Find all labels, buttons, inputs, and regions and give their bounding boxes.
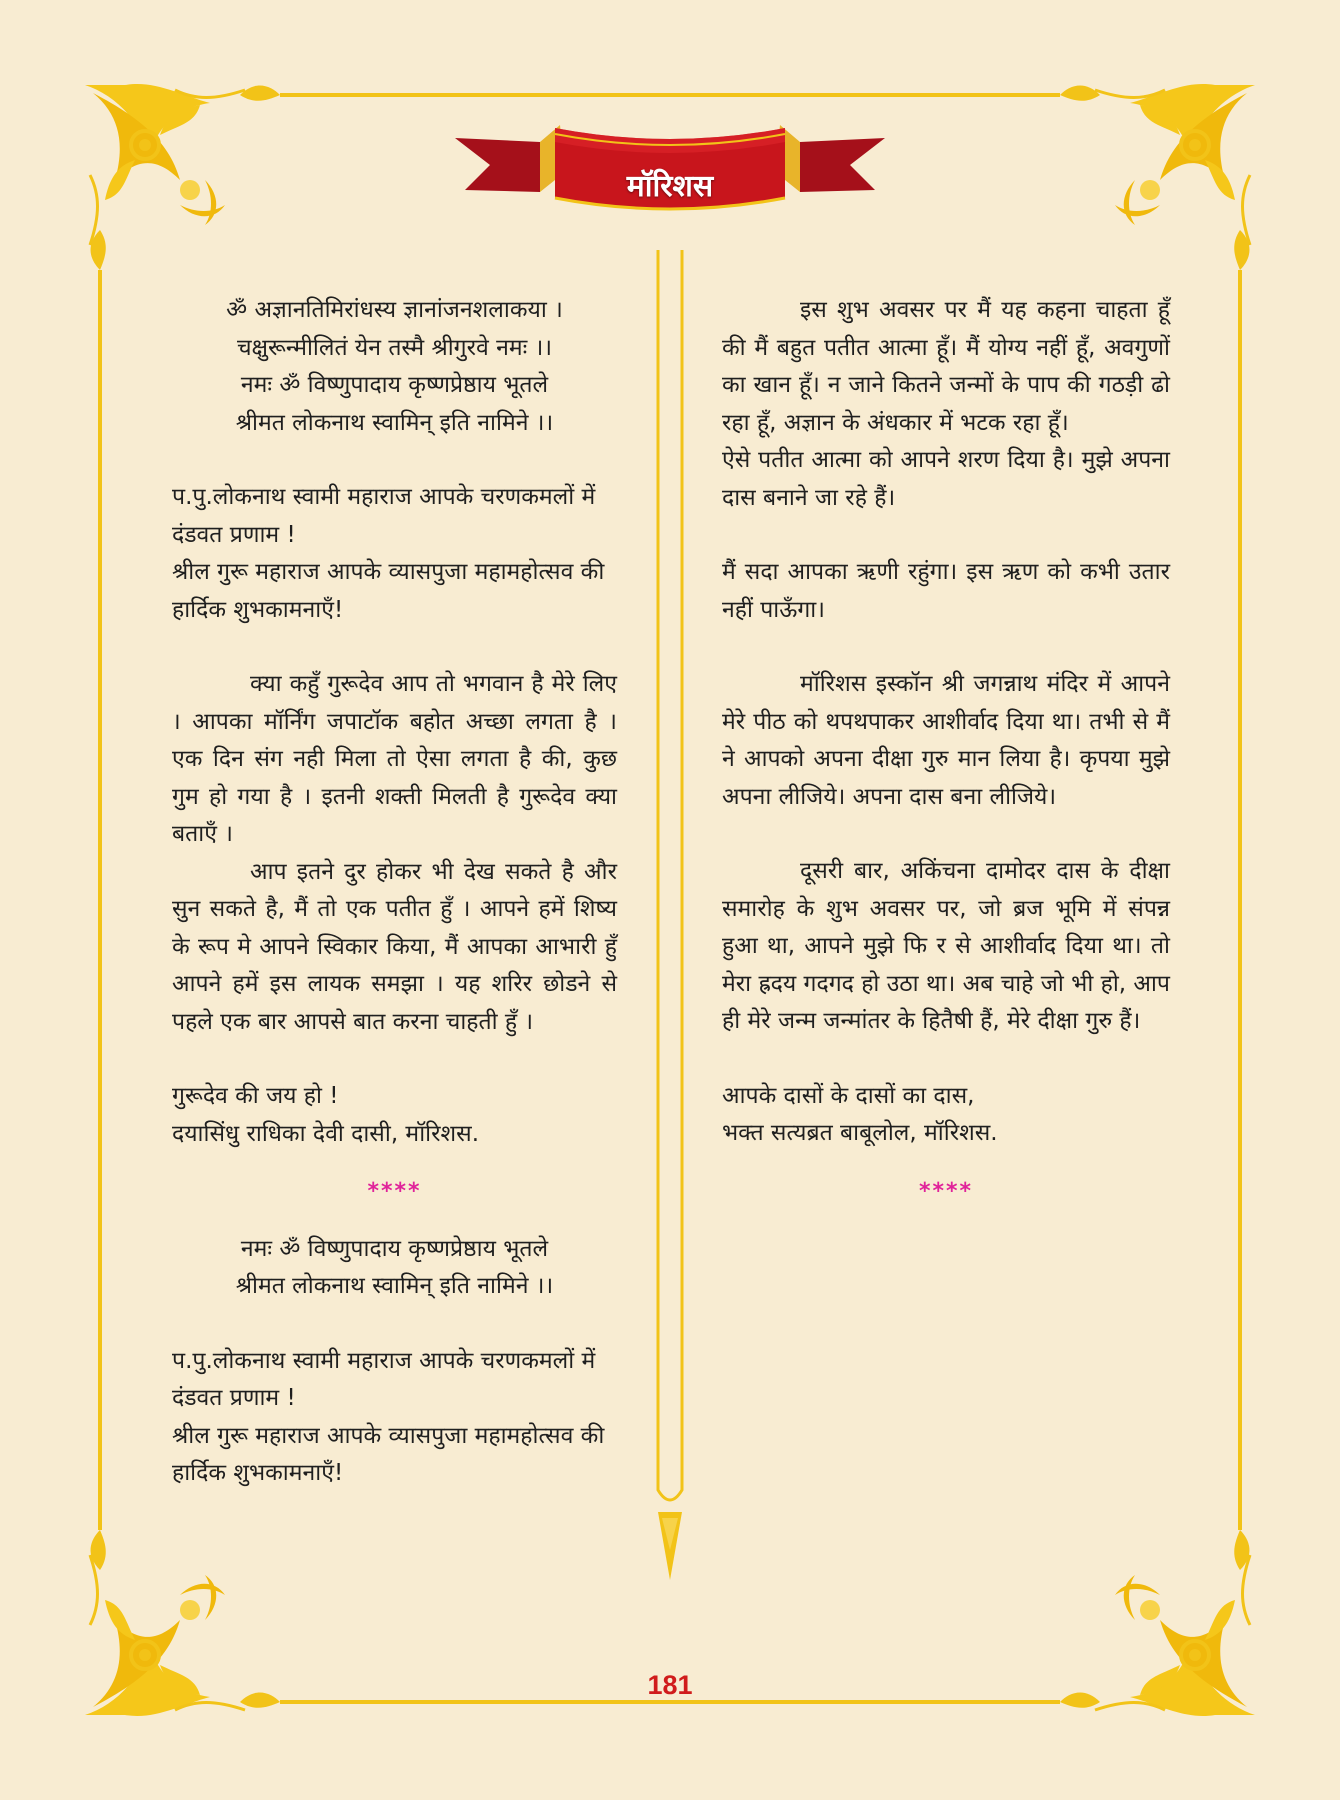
separator-stars: **** <box>918 1178 974 1204</box>
signature: दयासिंधु राधिका देवी दासी, मॉरिशस. <box>172 1120 480 1147</box>
separator-stars: **** <box>367 1179 422 1204</box>
greeting-text: श्रील गुरू महाराज आपके व्यासपुजा महामहोत्सव की हार्दिक शुभकामनाएँ! <box>172 559 605 623</box>
letter-paragraph: मैं सदा आपका ऋणी रहुंगा। इस ऋण को कभी उतार नहीं पाऊँगा। <box>722 559 1170 623</box>
column-divider <box>648 250 692 1590</box>
greeting-text: प.पु.लोकनाथ स्वामी महाराज आपके चरणकमलों में दंडवत प्रणाम ! <box>172 484 596 548</box>
verse-line: श्रीमत लोकनाथ स्वामिन् इति नामिने ।। <box>235 1273 554 1299</box>
letter-paragraph: आप इतने दुर होकर भी देख सकते है और सुन सकते है, मैं तो एक पतीत हुँ । आपने हमें शिष्य के रूप मे आपने स्विकार किया, मैं आपका आभारी हुँ आपने हमें इस लायक समझा । यह शरिर छोडने से पहले एक बार आपसे बात करना चाहती हुँ । <box>172 858 617 1035</box>
closing-text: आपके दासों के दासों का दास, <box>722 1082 975 1109</box>
greeting-text: प.पु.लोकनाथ स्वामी महाराज आपके चरणकमलों में दंडवत प्रणाम ! <box>172 1347 596 1411</box>
page-title: मॉरिशस <box>626 169 714 204</box>
greeting-text: श्रील गुरू महाराज आपके व्यासपुजा महामहोत्सव की हार्दिक शुभकामनाएँ! <box>172 1422 605 1486</box>
letter-paragraph: इस शुभ अवसर पर मैं यह कहना चाहता हूँ की मैं बहुत पतीत आत्मा हूँ। मैं योग्य नहीं हूँ, अवगुणों का खान हूँ। न जाने कितने जन्मों के पाप की गठड़ी ढो रहा हूँ, अज्ञान के अंधकार में भटक रहा हूँ। <box>722 297 1170 436</box>
verse-line: नमः ॐ विष्णुपादाय कृष्णप्रेष्ठाय भूतले <box>240 372 549 398</box>
verse-line: ॐ अज्ञानतिमिरांधस्य ज्ञानांजनशलाकया । <box>226 297 563 323</box>
letter-paragraph: ऐसे पतीत आत्मा को आपने शरण दिया है। मुझे अपना दास बनाने जा रहे हैं। <box>722 447 1170 511</box>
verse-line: नमः ॐ विष्णुपादाय कृष्णप्रेष्ठाय भूतले <box>240 1235 549 1262</box>
signature: भक्त सत्यब्रत बाबूलोल, मॉरिशस. <box>722 1120 998 1146</box>
closing-text: गुरूदेव की जय हो ! <box>172 1083 339 1109</box>
letter-paragraph: मॉरिशस इस्कॉन श्री जगन्नाथ मंदिर में आपने मेरे पीठ को थपथपाकर आशीर्वाद दिया था। तभी से मैं ने आपको अपना दीक्षा गुरु मान लिया है। कृपया मुझे अपना लीजिये। अपना दास बना लीजिये। <box>722 671 1170 810</box>
left-column <box>172 292 617 1493</box>
letter-paragraph: क्या कहुँ गुरूदेव आप तो भगवान है मेरे लिए । आपका मॉर्निंग जपाटॉक बहोत अच्छा लगता है । एक दिन संग नही मिला तो ऐसा लगता है की, कुछ गुम हो गया है । इतनी शक्ती मिलती है गुरूदेव क्या बताएँ । <box>172 671 617 847</box>
letter-paragraph: दूसरी बार, अकिंचना दामोदर दास के दीक्षा समारोह के शुभ अवसर पर, जो ब्रज भूमि में संपन्न हुआ था, आपने मुझे फि र से आशीर्वाद दिया था। तो मेरा ह्रदय गदगद हो उठा था। अब चाहे जो भी हो, आप ही मेरे जन्म जन्मांतर के हितैषी हैं, मेरे दीक्षा गुरु हैं। <box>722 858 1170 1034</box>
verse-line: चक्षुरून्मीलितं येन तस्मै श्रीगुरवे नमः ।। <box>236 334 553 361</box>
right-column <box>722 292 1170 1210</box>
page-number: 181 <box>647 1670 693 1700</box>
verse-line: श्रीमत लोकनाथ स्वामिन् इति नामिने ।। <box>235 409 554 436</box>
